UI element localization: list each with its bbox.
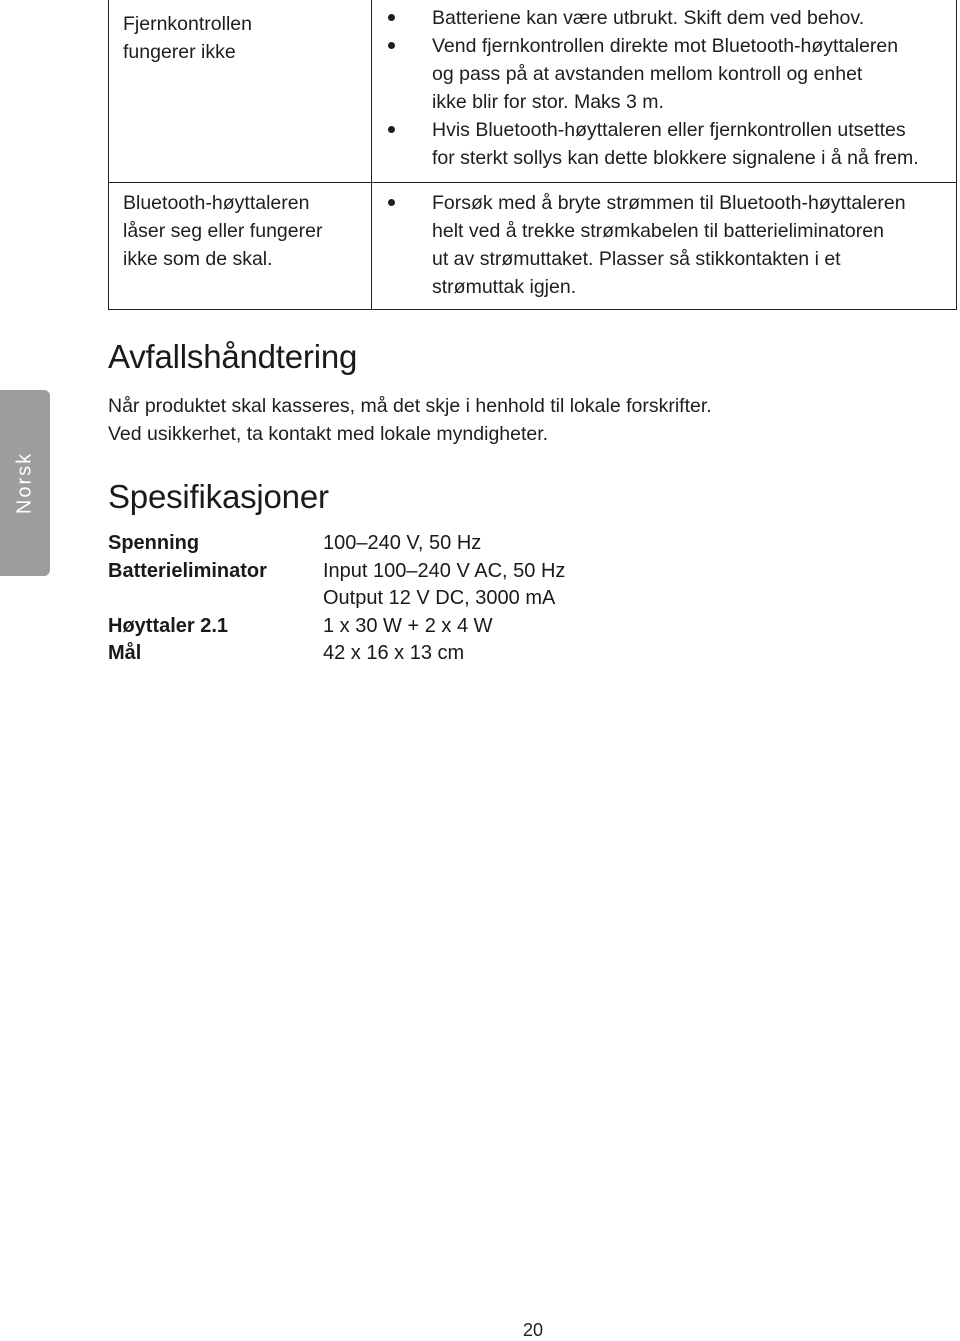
solution-cell <box>372 0 957 183</box>
problem-text-line: fungerer ikke <box>123 41 236 63</box>
spec-label: Batterieliminator <box>108 559 267 582</box>
problem-text-line: Bluetooth-høyttaleren <box>123 192 310 214</box>
language-side-tab <box>0 390 50 576</box>
solution-item: Forsøk med å bryte strømmen til Bluetooth-høyttaleren helt ved å trekke strømkabelen til batterieliminatoren ut av strømuttaket. Plasser så stikkontakten i et strømuttak igjen. <box>386 189 946 301</box>
problem-text-line: låser seg eller fungerer <box>123 220 323 242</box>
solution-item: Vend fjernkontrollen direkte mot Bluetooth-høyttaleren og pass på at avstanden mellom kontroll og enhet ikke blir for stor. Maks 3 m. <box>386 32 946 116</box>
troubleshooting-table <box>108 0 957 310</box>
solution-item: Batteriene kan være utbrukt. Skift dem ved behov. <box>386 4 946 32</box>
problem-cell <box>109 183 372 310</box>
bullet-icon <box>388 199 395 206</box>
spec-value: 42 x 16 x 13 cm <box>323 642 465 664</box>
problem-text-line: ikke som de skal. <box>123 248 273 270</box>
problem-cell <box>109 0 372 183</box>
spec-value: 100–240 V, 50 Hz <box>323 532 482 554</box>
bullet-icon <box>388 126 395 133</box>
page-number: 20 <box>522 1320 544 1340</box>
bullet-icon <box>388 42 395 49</box>
spec-label: Mål <box>108 642 142 664</box>
spec-row <box>108 613 565 641</box>
spec-value: 1 x 30 W + 2 x 4 W <box>323 614 493 637</box>
bullet-icon <box>388 14 395 21</box>
spec-value: Output 12 V DC, 3000 mA <box>323 587 556 609</box>
table-row <box>109 0 957 183</box>
solution-item: Hvis Bluetooth-høyttaleren eller fjernkontrollen utsettes for sterkt sollys kan dette blokkere signalene i å nå frem. <box>386 116 946 172</box>
spec-label: Spenning <box>108 532 200 554</box>
waste-text: Når produktet skal kasseres, må det skje i henhold til lokale forskrifter. Ved usikkerhet, ta kontakt med lokale myndigheter. <box>108 395 712 445</box>
table-row <box>109 183 957 310</box>
problem-text-line: Fjernkontrollen <box>123 13 252 35</box>
spec-value: Input 100–240 V AC, 50 Hz <box>323 559 566 582</box>
language-label: Norsk <box>13 451 36 515</box>
waste-heading: Avfallshåndtering <box>108 338 358 375</box>
solution-cell <box>372 183 957 310</box>
spec-row <box>108 640 565 668</box>
spec-row <box>108 530 565 558</box>
specs-list <box>108 530 565 668</box>
spec-row <box>108 558 565 613</box>
spec-label: Høyttaler 2.1 <box>108 614 229 637</box>
specs-heading: Spesifikasjoner <box>108 478 329 515</box>
